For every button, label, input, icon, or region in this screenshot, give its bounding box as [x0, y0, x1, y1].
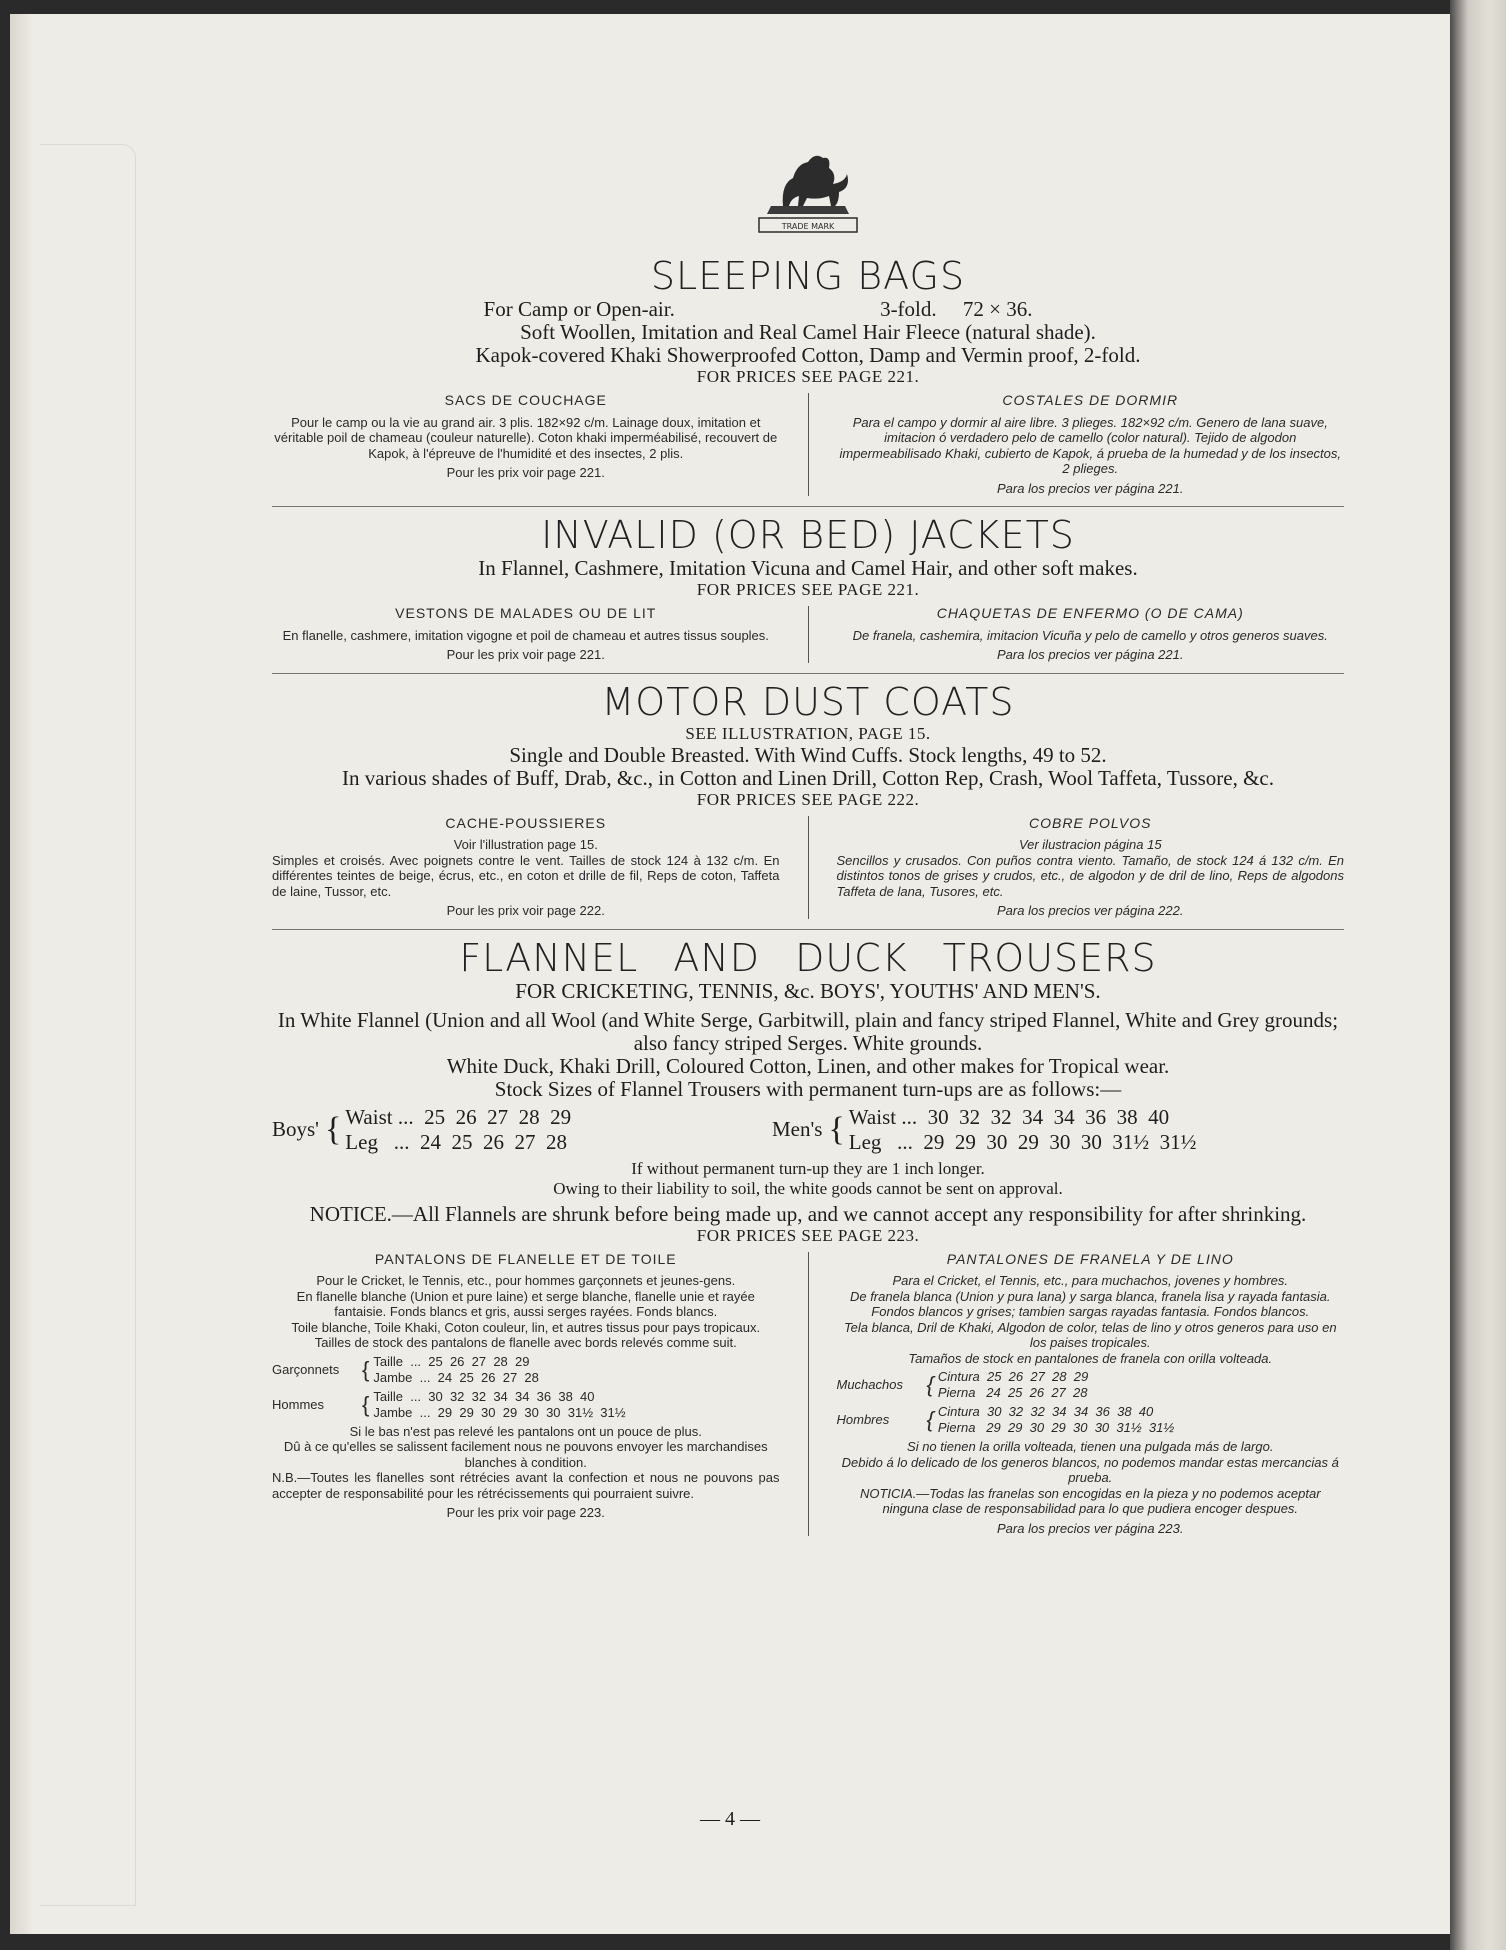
section-title: SLEEPING BAGS — [650, 254, 966, 298]
french-title: VESTONS DE MALADES OU DE LIT — [395, 605, 657, 621]
page-content — [272, 144, 1344, 1536]
boys-leg-row: Leg ... 24 25 26 27 28 — [345, 1129, 567, 1154]
french-sizes-boys: Garçonnets { Taille ... 25 26 27 28 29 Jambe ... 24 25 26 27 28 — [272, 1353, 539, 1385]
spanish-text: Sencillos y crusados. Con puños contra viento. Tamaño, de stock 124 á 132 c/m. En distintos tonos de grises y crudos, etc., de algodon y de dril de lino, Reps de algodons Taffeta de lana, Tusores, etc. — [836, 852, 1344, 899]
french-text4: Tailles de stock des pantalons de flanelle avec bords relevés comme suit. — [314, 1335, 737, 1350]
spanish-boys-leg: Pierna 24 25 26 27 28 — [937, 1385, 1088, 1400]
spanish-men-waist: Cintura 30 32 32 34 34 36 38 40 — [937, 1404, 1154, 1419]
mens-waist-row: Waist ... 30 32 32 34 34 36 38 40 — [848, 1104, 1170, 1129]
prices-note: FOR PRICES SEE PAGE 221. — [696, 367, 920, 386]
section-title: INVALID (OR BED) JACKETS — [541, 513, 1075, 557]
illustration-note: SEE ILLUSTRATION, PAGE 15. — [685, 723, 931, 743]
flannel-trousers-section — [272, 936, 1344, 1537]
french-column — [272, 1252, 809, 1537]
spanish-text: Para el campo y dormir al aire libre. 3 plieges. 182×92 c/m. Genero de lana suave, imitacion ó verdadero pelo de camello (color natural). Tejido de algodon impermeabilisado Khaki, cubierto de Kapok, á prueba de la humedad y de los insectos, 2 plieges. — [839, 414, 1342, 476]
approval-note: Owing to their liability to soil, the white goods cannot be sent on approval. — [553, 1178, 1063, 1198]
french-prices: Pour les prix voir page 221. — [446, 465, 605, 480]
flannel-line1: In White Flannel (Union and all Wool (and White Serge, Garbitwill, plain and fancy striped Flannel, White and Grey grounds; also fancy striped Serges. White grounds. — [277, 1007, 1339, 1055]
lion-trademark-icon — [753, 144, 863, 236]
facing-page-edge — [1450, 0, 1506, 1950]
spanish-title: COSTALES DE DORMIR — [1002, 392, 1179, 408]
french-men-leg: Jambe ... 29 29 30 29 30 30 31½ 31½ — [373, 1404, 626, 1420]
motor-dust-coats-section — [272, 680, 1344, 919]
spanish-text: De franela, cashemira, imitacion Vicuña y pelo de camello y otros generos suaves. — [852, 627, 1328, 643]
stock-sizes-table: Boys' { Waist ... 25 26 27 28 29 Leg ... 24 25 26 27 28 Men's { Waist ... 30 32 32 34 34 36 38 40 Leg ... 29 29 30 29 30 30 31½ 31½ — [272, 1104, 1197, 1154]
french-title: SACS DE COUCHAGE — [444, 392, 607, 408]
spanish-sizes-men: Hombres { Cintura 30 32 32 34 34 36 38 40 Pierna 29 29 30 29 30 30 31½ 31½ — [836, 1404, 1175, 1435]
spanish-title: COBRE POLVOS — [1029, 814, 1152, 831]
flannel-line3: Stock Sizes of Flannel Trousers with permanent turn-ups are as follows:— — [494, 1076, 1122, 1101]
french-column — [272, 393, 809, 496]
french-text: Simples et croisés. Avec poignets contre le vent. Tailles de stock 124 à 132 c/m. En différentes teintes de beige, écrus, etc., en coton et drille de fil, Reps de coton, Taffeta de laine, Tussor, etc. — [272, 852, 780, 899]
divider — [272, 506, 1344, 507]
spanish-text6: Debido á lo delicado de los generos blancos, no podemos mandar estas mercancias á prueba. — [841, 1454, 1339, 1485]
french-men-label: Hommes — [272, 1396, 325, 1412]
mens-label: Men's — [772, 1117, 823, 1141]
french-boys-waist: Taille ... 25 26 27 28 29 — [373, 1353, 530, 1369]
spanish-men-leg: Pierna 29 29 30 29 30 30 31½ 31½ — [937, 1420, 1175, 1435]
invalid-jackets-section — [272, 513, 1344, 663]
section-title: FLANNEL AND DUCK TROUSERS — [459, 935, 1157, 980]
french-text7: N.B.—Toutes les flanelles sont rétrécies avant la confection et nous ne pouvons pas accepter de responsabilité pour les rétrécissements qui pourraient suivre. — [272, 1470, 780, 1501]
spanish-text2: De franela blanca (Union y pura lana) y sarga blanca, franela lisa y rayada fantasia. Fondos blancos y grises; tambien sargas rayadas fantasia. Fondos blancos. — [849, 1288, 1331, 1319]
spanish-title: PANTALONES DE FRANELA Y DE LINO — [946, 1250, 1234, 1267]
spanish-column — [809, 1252, 1345, 1537]
spanish-title: CHAQUETAS DE ENFERMO (O DE CAMA) — [936, 605, 1244, 621]
turnup-note: If without permanent turn-up they are 1 inch longer. — [631, 1158, 985, 1178]
document-page — [10, 14, 1450, 1934]
french-boys-label: Garçonnets — [272, 1361, 340, 1377]
motor-line1: Single and Double Breasted. With Wind Cuffs. Stock lengths, 49 to 52. — [509, 742, 1107, 767]
french-title: PANTALONS DE FLANELLE ET DE TOILE — [374, 1250, 677, 1267]
spanish-prices: Para los precios ver página 223. — [997, 1520, 1184, 1536]
spanish-column — [809, 816, 1345, 919]
french-text1: Pour le Cricket, le Tennis, etc., pour hommes garçonnets et jeunes-gens. — [316, 1273, 736, 1288]
french-prices: Pour les prix voir page 222. — [446, 903, 605, 918]
spanish-text1: Para el Cricket, el Tennis, etc., para muchachos, jovenes y hombres. — [892, 1273, 1288, 1288]
motor-line2: In various shades of Buff, Drab, &c., in Cotton and Linen Drill, Cotton Rep, Crash, Wool Taffeta, Tussore, &c. — [341, 765, 1275, 790]
french-title: CACHE-POUSSIERES — [445, 814, 607, 831]
prices-note: FOR PRICES SEE PAGE 221. — [696, 580, 920, 599]
mens-leg-row: Leg ... 29 29 30 29 30 30 31½ 31½ — [848, 1129, 1197, 1154]
french-prices: Pour les prix voir page 223. — [446, 1505, 605, 1520]
french-men-waist: Taille ... 30 32 32 34 34 36 38 40 — [373, 1388, 595, 1404]
french-column — [272, 606, 809, 663]
french-column — [272, 816, 809, 919]
notice-text: NOTICE.—All Flannels are shrunk before being made up, and we cannot accept any responsibility for after shrinking. — [309, 1201, 1307, 1226]
french-prices: Pour les prix voir page 221. — [446, 647, 605, 662]
boys-waist-row: Waist ... 25 26 27 28 29 — [345, 1104, 572, 1129]
sleeping-line3: Kapok-covered Khaki Showerproofed Cotton, Damp and Vermin proof, 2-fold. — [475, 343, 1141, 367]
boys-label: Boys' — [272, 1117, 319, 1141]
sleeping-line2: Soft Woollen, Imitation and Real Camel Hair Fleece (natural shade). — [520, 320, 1096, 344]
spanish-text4: Tamaños de stock en pantalones de franela con orilla volteada. — [908, 1350, 1273, 1366]
french-text5: Si le bas n'est pas relevé les pantalons ont un pouce de plus. — [349, 1423, 702, 1439]
french-text3: Toile blanche, Toile Khaki, Coton couleur, lin, et autres tissus pour pays tropicaux. — [291, 1319, 761, 1335]
spanish-text3: Tela blanca, Dril de Khaki, Algodon de color, telas de lino y otros generos para uso en los paises tropicales. — [843, 1319, 1337, 1350]
spanish-prices: Para los precios ver página 222. — [997, 903, 1184, 918]
sleeping-bags-section — [272, 254, 1344, 496]
french-illus: Voir l'illustration page 15. — [453, 837, 598, 852]
divider — [272, 673, 1344, 674]
french-text2: En flanelle blanche (Union et pure laine) et serge blanche, flanelle unie et rayée fantaisie. Fonds blancs et gris, aussi serges rayées. Fonds blancs. — [296, 1288, 755, 1319]
svg-text:TRADE MARK: TRADE MARK — [781, 222, 835, 231]
spanish-illus: Ver ilustracion página 15 — [1018, 837, 1162, 852]
french-sizes-men: Hommes { Taille ... 30 32 32 34 34 36 38 40 Jambe ... 29 29 30 29 30 30 31½ 31½ — [272, 1388, 626, 1420]
spanish-column — [809, 393, 1345, 496]
page-number: — 4 — — [700, 1808, 760, 1830]
divider — [272, 929, 1344, 930]
invalid-line1: In Flannel, Cashmere, Imitation Vicuna and Camel Hair, and other soft makes. — [478, 556, 1138, 580]
sleeping-line1: For Camp or Open-air. — [483, 297, 675, 321]
french-boys-leg: Jambe ... 24 25 26 27 28 — [373, 1369, 539, 1385]
section-title: MOTOR DUST COATS — [601, 679, 1015, 724]
prices-note: FOR PRICES SEE PAGE 222. — [696, 789, 920, 809]
spanish-column — [809, 606, 1345, 663]
flannel-subtitle: FOR CRICKETING, TENNIS, &c. BOYS', YOUTHS' AND MEN'S. — [515, 978, 1101, 1003]
spanish-prices: Para los precios ver página 221. — [997, 647, 1184, 662]
spanish-text7: NOTICIA.—Todas las franelas son encogidas en la pieza y no podemos aceptar ninguna clase de responsabilidad para lo que pudiera encoger despues. — [859, 1485, 1321, 1516]
flannel-line2: White Duck, Khaki Drill, Coloured Cotton, Linen, and other makes for Tropical wear. — [446, 1053, 1170, 1078]
french-text: Pour le camp ou la vie au grand air. 3 plis. 182×92 c/m. Lainage doux, imitation et véritable poil de chameau (couleur naturelle). Coton khaki imperméabilisé, recouvert de Kapok, à l'épreuve de l'humidité et des insectes, 2 plis. — [274, 414, 778, 461]
page-tab-outline — [40, 144, 136, 1906]
spanish-prices: Para los precios ver página 221. — [997, 480, 1184, 496]
sleeping-line1b: 3-fold. 72 × 36. — [880, 297, 1033, 321]
french-text: En flanelle, cashmere, imitation vigogne et poil de chameau et autres tissus souples. — [282, 627, 769, 643]
spanish-men-label: Hombres — [836, 1412, 890, 1428]
french-text6: Dû à ce qu'elles se salissent facilement nous ne pouvons envoyer les marchandises blanches à condition. — [283, 1439, 768, 1470]
binding-edge — [10, 14, 34, 1934]
prices-note: FOR PRICES SEE PAGE 223. — [696, 1225, 920, 1245]
spanish-boys-label: Muchachos — [836, 1377, 903, 1393]
spanish-text5: Si no tienen la orilla volteada, tienen una pulgada más de largo. — [907, 1439, 1274, 1454]
spanish-boys-waist: Cintura 25 26 27 28 29 — [937, 1369, 1089, 1384]
spanish-sizes-boys: Muchachos { Cintura 25 26 27 28 29 Pierna 24 25 26 27 28 — [836, 1369, 1089, 1400]
